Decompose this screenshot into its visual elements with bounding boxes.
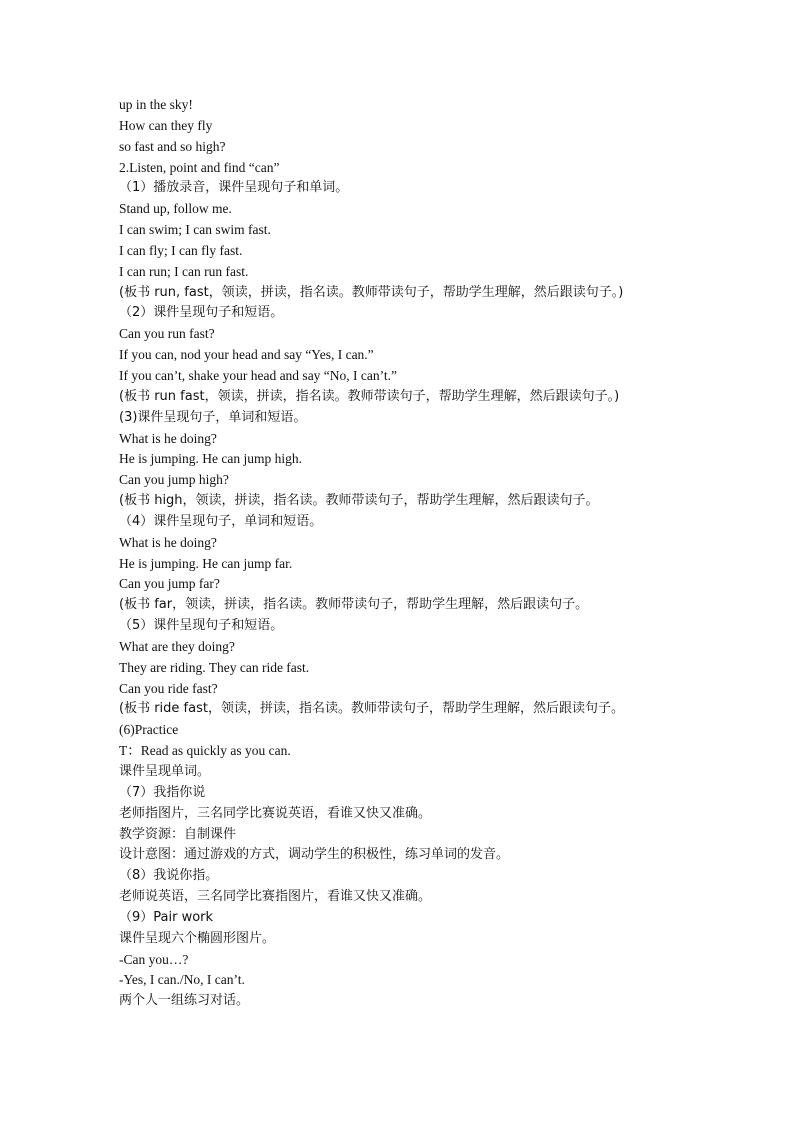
text-line: I can swim; I can swim fast.	[119, 222, 271, 238]
blackboard-note: (板书 high，领读，拼读，指名读。教师带读句子，帮助学生理解，然后跟读句子。	[119, 493, 599, 509]
text-line: 课件呈现单词。	[119, 764, 211, 779]
step-heading: （2）课件呈现句子和短语。	[119, 305, 284, 321]
blackboard-note: (板书 far，领读，拼读，指名读。教师带读句子，帮助学生理解，然后跟读句子。	[119, 597, 589, 613]
text-line: so fast and so high?	[119, 138, 226, 154]
text-line: I can fly; I can fly fast.	[119, 242, 243, 258]
step-heading: （7）我指你说	[119, 784, 206, 800]
text-line: I can run; I can run fast.	[119, 263, 249, 279]
text-line: What are they doing?	[119, 638, 235, 654]
text-line: If you can’t, shake your head and say “No, I can’t.”	[119, 367, 398, 383]
text-line: He is jumping. He can jump high.	[119, 451, 302, 467]
text-line: Can you jump far?	[119, 576, 220, 592]
text-line: 老师说英语，三名同学比赛指图片，看谁又快又准确。	[119, 889, 432, 905]
text-line: Can you jump high?	[119, 472, 229, 488]
blackboard-note: (板书 run, fast，领读，拼读，指名读。教师带读句子，帮助学生理解，然后跟读句子。)	[119, 284, 624, 300]
step-heading: （4）课件呈现句子，单词和短语。	[119, 513, 323, 529]
dialogue-line: -Yes, I can./No, I can’t.	[119, 972, 245, 988]
text-line: What is he doing?	[119, 430, 217, 446]
text-line: 课件呈现六个椭圆形图片。	[119, 930, 276, 946]
text-line: Can you run fast?	[119, 326, 215, 342]
blackboard-note: (板书 run fast，领读，拼读，指名读。教师带读句子，帮助学生理解，然后跟读句子。)	[119, 388, 620, 404]
text-line: 老师指图片，三名同学比赛说英语，看谁又快又准确。	[119, 805, 432, 821]
text-line: T：Read as quickly as you can.	[119, 743, 291, 759]
text-line: Can you ride fast?	[119, 680, 218, 696]
text-line: up in the sky!	[119, 97, 193, 112]
teaching-resources: 教学资源：自制课件	[119, 826, 237, 842]
text-line: They are riding. They can ride fast.	[119, 659, 310, 675]
step-heading: （5）课件呈现句子和短语。	[119, 618, 284, 634]
blackboard-note: (板书 ride fast，领读，拼读，指名读。教师带读句子，帮助学生理解，然后跟读句子。	[119, 701, 624, 717]
text-line: Stand up, follow me.	[119, 201, 232, 217]
step-heading: (3)课件呈现句子，单词和短语。	[119, 409, 307, 425]
step-heading: （9）Pair work	[119, 909, 214, 925]
text-line: How can they fly	[119, 117, 213, 133]
document-body	[119, 95, 719, 1012]
text-line: He is jumping. He can jump far.	[119, 555, 293, 571]
step-heading: （1）播放录音，课件呈现句子和单词。	[119, 180, 349, 196]
text-line: 两个人一组练习对话。	[119, 993, 250, 1009]
text-line: If you can, nod your head and say “Yes, I can.”	[119, 347, 374, 363]
design-intent: 设计意图：通过游戏的方式，调动学生的积极性，练习单词的发音。	[119, 847, 510, 863]
step-heading: (6)Practice	[119, 722, 179, 738]
dialogue-line: -Can you…?	[119, 951, 189, 967]
step-heading: （8）我说你指。	[119, 868, 219, 884]
section-heading: 2.Listen, point and find “can”	[119, 159, 280, 175]
text-line: What is he doing?	[119, 534, 217, 550]
